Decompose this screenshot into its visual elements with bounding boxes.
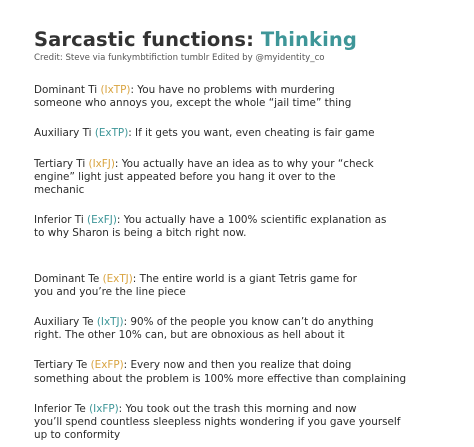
entry-label: Inferior Ti xyxy=(34,214,88,227)
entry-text: : If it gets you want, even cheating is fair game xyxy=(128,127,375,140)
type-code: (ExTP) xyxy=(94,127,129,140)
entry-text: : Every now and then you realize that doing xyxy=(123,359,352,372)
type-code: (IxFJ) xyxy=(88,157,115,170)
type-code: (ExFP) xyxy=(90,359,124,372)
entry-text: : You took out the trash this morning and now xyxy=(118,402,357,415)
entry-text: : You actually have an idea as to why your “check xyxy=(114,157,374,170)
title-accent: Thinking xyxy=(260,28,357,51)
entry-label: Tertiary Ti xyxy=(34,157,89,170)
entry-text: : The entire world is a giant Tetris game for xyxy=(132,272,357,285)
type-code: (IxFP) xyxy=(89,402,119,415)
entry-text-line2: you’ll spend countless sleepless nights wondering if you gave yourself xyxy=(34,416,401,429)
entry-inferior-ti xyxy=(34,214,454,240)
entry-label: Inferior Te xyxy=(34,402,90,415)
entry-text-line2: right. The other 10% can, but are obnoxious as hell about it xyxy=(34,329,345,342)
credit-line: Credit: Steve via funkymbtifiction tumblr Edited by @myidentity_co xyxy=(34,53,325,63)
page-title xyxy=(34,29,454,51)
entry-text-line2: someone who annoys you, except the whole “jail time” thing xyxy=(34,97,352,110)
entry-label: Dominant Ti xyxy=(34,84,101,96)
entry-label: Dominant Te xyxy=(34,272,103,285)
entry-tertiary-te xyxy=(34,359,454,385)
entry-text-line2: to why Sharon is being a bitch right now. xyxy=(34,227,247,240)
title-main: Sarcastic functions: xyxy=(34,28,261,51)
entry-text-line3: up to conformity xyxy=(34,429,121,442)
entry-label: Auxiliary Ti xyxy=(34,127,95,140)
entry-text-line2: engine” light just appeated before you hang it over to the xyxy=(34,170,336,183)
entry-auxiliary-te xyxy=(34,316,454,342)
type-code: (IxTJ) xyxy=(96,316,124,329)
entry-text: : 90% of the people you know can’t do anything xyxy=(123,316,374,329)
type-code: (IxTP) xyxy=(100,84,131,96)
entry-inferior-te xyxy=(34,403,454,443)
type-code: (ExFJ) xyxy=(87,214,117,227)
entry-text-line2: you and you’re the line piece xyxy=(34,285,186,298)
type-code: (ExTJ) xyxy=(102,272,133,285)
entry-text-line3: mechanic xyxy=(34,184,85,197)
entry-label: Tertiary Te xyxy=(34,359,91,372)
entry-dominant-te xyxy=(34,273,454,299)
entry-auxiliary-ti xyxy=(34,127,454,140)
entry-label: Auxiliary Te xyxy=(34,316,97,329)
entry-tertiary-ti xyxy=(34,158,454,198)
entry-text-line2: something about the problem is 100% more effective than complaining xyxy=(34,372,407,385)
entry-dominant-ti xyxy=(34,84,454,110)
entry-text: : You have no problems with murdering xyxy=(130,84,335,96)
entry-text: : You actually have a 100% scientific explanation as xyxy=(116,214,387,227)
